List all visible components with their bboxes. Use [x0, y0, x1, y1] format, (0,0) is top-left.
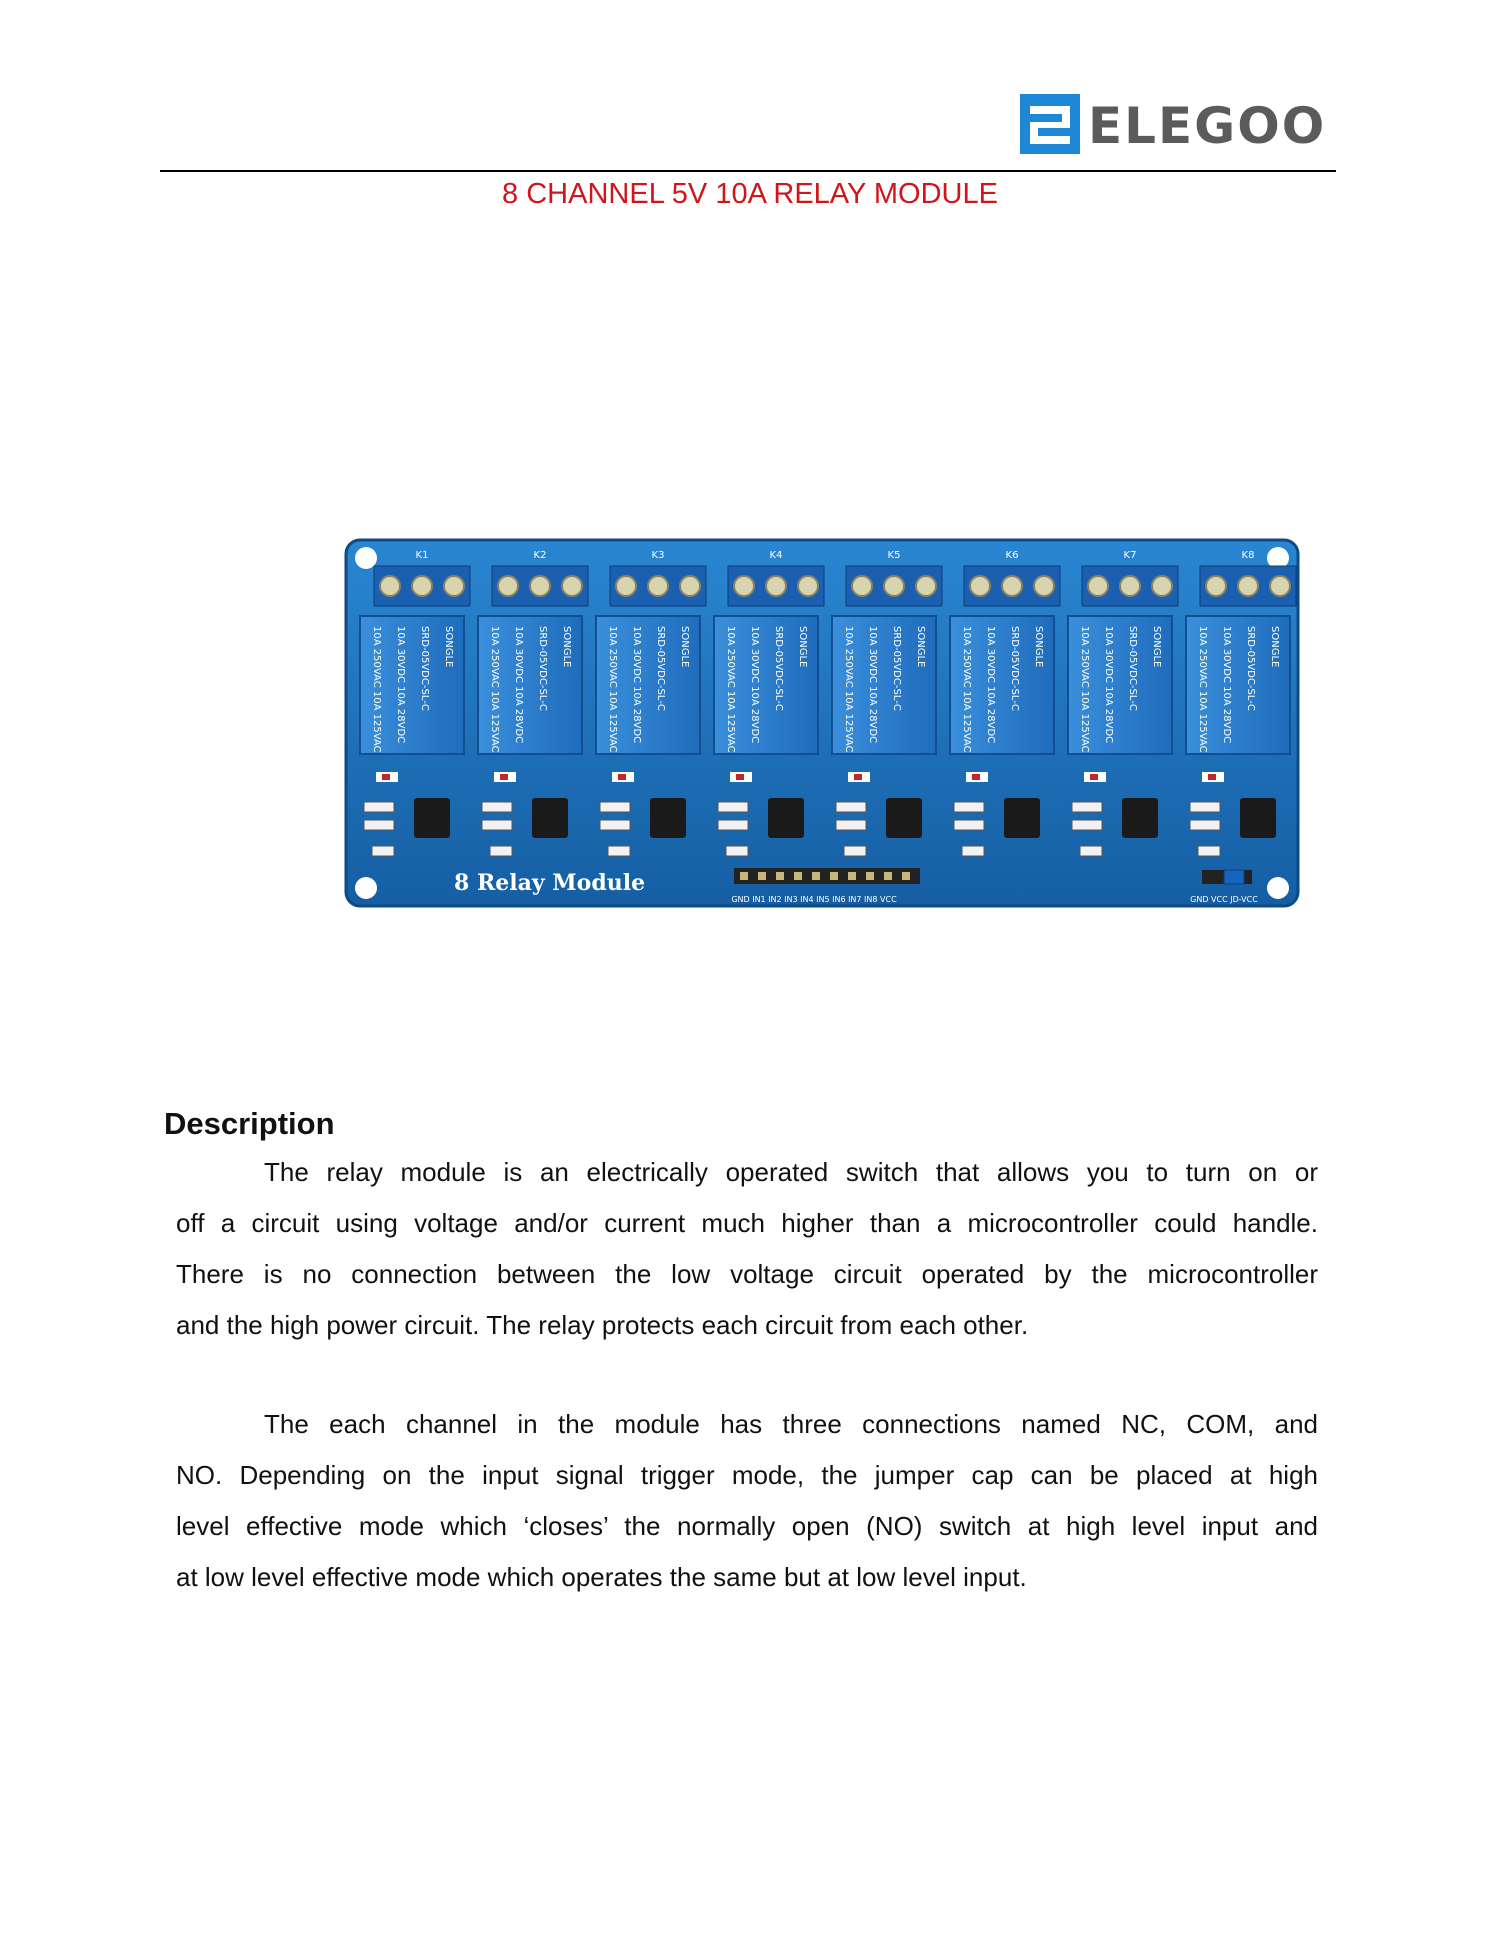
mount-hole: [355, 877, 377, 899]
header-pin: [866, 872, 874, 880]
paragraph-line: off a circuit using voltage and/or current much higher than a microcontroller could handle.: [176, 1208, 1318, 1238]
mount-hole: [1267, 877, 1289, 899]
header-pin: [776, 872, 784, 880]
terminal-screw: [562, 576, 582, 596]
terminal-screw: [530, 576, 550, 596]
header-pin: [794, 872, 802, 880]
relay-face-text: 10A 30VDC 10A 28VDC: [395, 626, 406, 744]
relay-face-text: SRD-05VDC-SL-C: [1127, 626, 1138, 711]
terminal-screw: [798, 576, 818, 596]
header-pin: [902, 872, 910, 880]
brand-name: ELEGOO: [1088, 97, 1327, 155]
relay-module-photo: [344, 536, 1300, 912]
relay-face-text: 10A 30VDC 10A 28VDC: [749, 626, 760, 744]
relay-face-text: 10A 30VDC 10A 28VDC: [867, 626, 878, 744]
resistor: [482, 820, 512, 830]
paragraph-line: and the high power circuit. The relay protects each circuit from each other.: [176, 1310, 1029, 1340]
relay-face-text: SONGLE: [797, 626, 808, 668]
relay-face-text: 10A 250VAC 10A 125VAC: [1079, 626, 1090, 753]
diode-band: [1090, 774, 1098, 780]
resistor: [600, 820, 630, 830]
relay-face-text: SONGLE: [1033, 626, 1044, 668]
terminal-screw: [616, 576, 636, 596]
relay-face-text: SONGLE: [443, 626, 454, 668]
header-pin: [812, 872, 820, 880]
resistor: [954, 802, 984, 812]
optocoupler: [886, 798, 922, 838]
relay-face-text: 10A 250VAC 10A 125VAC: [843, 626, 854, 753]
resistor: [718, 820, 748, 830]
terminal-screw: [1088, 576, 1108, 596]
resistor: [836, 802, 866, 812]
relay-label: K1: [415, 550, 429, 561]
terminal-screw: [970, 576, 990, 596]
terminal-screw: [498, 576, 518, 596]
header-pin: [848, 872, 856, 880]
relay-face-text: 10A 30VDC 10A 28VDC: [631, 626, 642, 744]
diode-band: [972, 774, 980, 780]
terminal-screw: [648, 576, 668, 596]
relay-face-text: SRD-05VDC-SL-C: [655, 626, 666, 711]
relay-face-text: SONGLE: [915, 626, 926, 668]
led: [962, 846, 984, 856]
diode-band: [736, 774, 744, 780]
relay-face-text: SRD-05VDC-SL-C: [419, 626, 430, 711]
terminal-screw: [1034, 576, 1054, 596]
section-heading: Description: [164, 1106, 335, 1141]
relay-face-text: 10A 30VDC 10A 28VDC: [985, 626, 996, 744]
relay-face-text: SRD-05VDC-SL-C: [537, 626, 548, 711]
resistor: [1190, 802, 1220, 812]
power-pin-labels: GND VCC JD-VCC: [1190, 895, 1258, 904]
led: [490, 846, 512, 856]
resistor: [600, 802, 630, 812]
terminal-screw: [734, 576, 754, 596]
terminal-screw: [412, 576, 432, 596]
optocoupler: [414, 798, 450, 838]
resistor: [1072, 820, 1102, 830]
board-label: 8 Relay Module: [454, 870, 646, 896]
relay-face-text: 10A 250VAC 10A 125VAC: [725, 626, 736, 753]
header-pin: [758, 872, 766, 880]
elegoo-logo-icon: [1018, 92, 1082, 156]
relay-face-text: 10A 250VAC 10A 125VAC: [371, 626, 382, 753]
description-paragraph-2: [176, 1399, 1318, 1603]
input-pin-labels: GND IN1 IN2 IN3 IN4 IN5 IN6 IN7 IN8 VCC: [731, 895, 897, 904]
paragraph-line: level effective mode which ‘closes’ the normally open (NO) switch at high level input and: [176, 1511, 1318, 1541]
led: [844, 846, 866, 856]
description-paragraph-1: [176, 1147, 1318, 1351]
relay-face-text: 10A 30VDC 10A 28VDC: [1103, 626, 1114, 744]
led: [608, 846, 630, 856]
terminal-screw: [680, 576, 700, 596]
relay-label: K8: [1241, 550, 1255, 561]
terminal-screw: [1270, 576, 1290, 596]
header-rule: [160, 170, 1336, 172]
resistor: [954, 820, 984, 830]
terminal-screw: [1206, 576, 1226, 596]
relay-face-text: SRD-05VDC-SL-C: [773, 626, 784, 711]
header-pin: [884, 872, 892, 880]
relay-face-text: SONGLE: [561, 626, 572, 668]
resistor: [718, 802, 748, 812]
optocoupler: [1240, 798, 1276, 838]
resistor: [1072, 802, 1102, 812]
resistor: [1190, 820, 1220, 830]
relay-label: K6: [1005, 550, 1019, 561]
diode-band: [854, 774, 862, 780]
relay-face-text: 10A 30VDC 10A 28VDC: [513, 626, 524, 744]
diode-band: [500, 774, 508, 780]
led: [1080, 846, 1102, 856]
terminal-screw: [852, 576, 872, 596]
relay-face-text: 10A 250VAC 10A 125VAC: [1197, 626, 1208, 753]
header-pin: [830, 872, 838, 880]
terminal-screw: [1002, 576, 1022, 596]
relay-label: K5: [887, 550, 901, 561]
relay-face-text: SRD-05VDC-SL-C: [1009, 626, 1020, 711]
optocoupler: [1004, 798, 1040, 838]
paragraph-line: The relay module is an electrically operated switch that allows you to turn on or: [264, 1157, 1318, 1187]
relay-label: K2: [533, 550, 547, 561]
relay-face-text: 10A 250VAC 10A 125VAC: [607, 626, 618, 753]
terminal-screw: [916, 576, 936, 596]
terminal-screw: [1152, 576, 1172, 596]
resistor: [364, 802, 394, 812]
relay-face-text: SRD-05VDC-SL-C: [1245, 626, 1256, 711]
led: [1198, 846, 1220, 856]
relay-label: K7: [1123, 550, 1137, 561]
optocoupler: [1122, 798, 1158, 838]
resistor: [364, 820, 394, 830]
terminal-screw: [1238, 576, 1258, 596]
relay-label: K3: [651, 550, 665, 561]
relay-face-text: SONGLE: [1269, 626, 1280, 668]
led: [726, 846, 748, 856]
paragraph-line: NO. Depending on the input signal trigger mode, the jumper cap can be placed at high: [176, 1460, 1318, 1490]
diode-band: [382, 774, 390, 780]
header-pin: [740, 872, 748, 880]
paragraph-line: at low level effective mode which operates the same but at low level input.: [176, 1562, 1027, 1592]
terminal-screw: [444, 576, 464, 596]
relay-face-text: SONGLE: [1151, 626, 1162, 668]
relay-face-text: SONGLE: [679, 626, 690, 668]
jumper-cap: [1224, 870, 1244, 884]
relay-face-text: 10A 250VAC 10A 125VAC: [489, 626, 500, 753]
terminal-screw: [766, 576, 786, 596]
optocoupler: [768, 798, 804, 838]
terminal-screw: [380, 576, 400, 596]
led: [372, 846, 394, 856]
terminal-screw: [1120, 576, 1140, 596]
paragraph-line: There is no connection between the low voltage circuit operated by the microcontroller: [176, 1259, 1318, 1289]
optocoupler: [650, 798, 686, 838]
paragraph-line: The each channel in the module has three connections named NC, COM, and: [264, 1409, 1318, 1439]
elegoo-logo: [1018, 92, 1327, 156]
relay-face-text: 10A 30VDC 10A 28VDC: [1221, 626, 1232, 744]
diode-band: [618, 774, 626, 780]
resistor: [836, 820, 866, 830]
relay-face-text: 10A 250VAC 10A 125VAC: [961, 626, 972, 753]
terminal-screw: [884, 576, 904, 596]
optocoupler: [532, 798, 568, 838]
relay-label: K4: [769, 550, 783, 561]
diode-band: [1208, 774, 1216, 780]
relay-face-text: SRD-05VDC-SL-C: [891, 626, 902, 711]
resistor: [482, 802, 512, 812]
document-title: 8 CHANNEL 5V 10A RELAY MODULE: [502, 178, 998, 210]
